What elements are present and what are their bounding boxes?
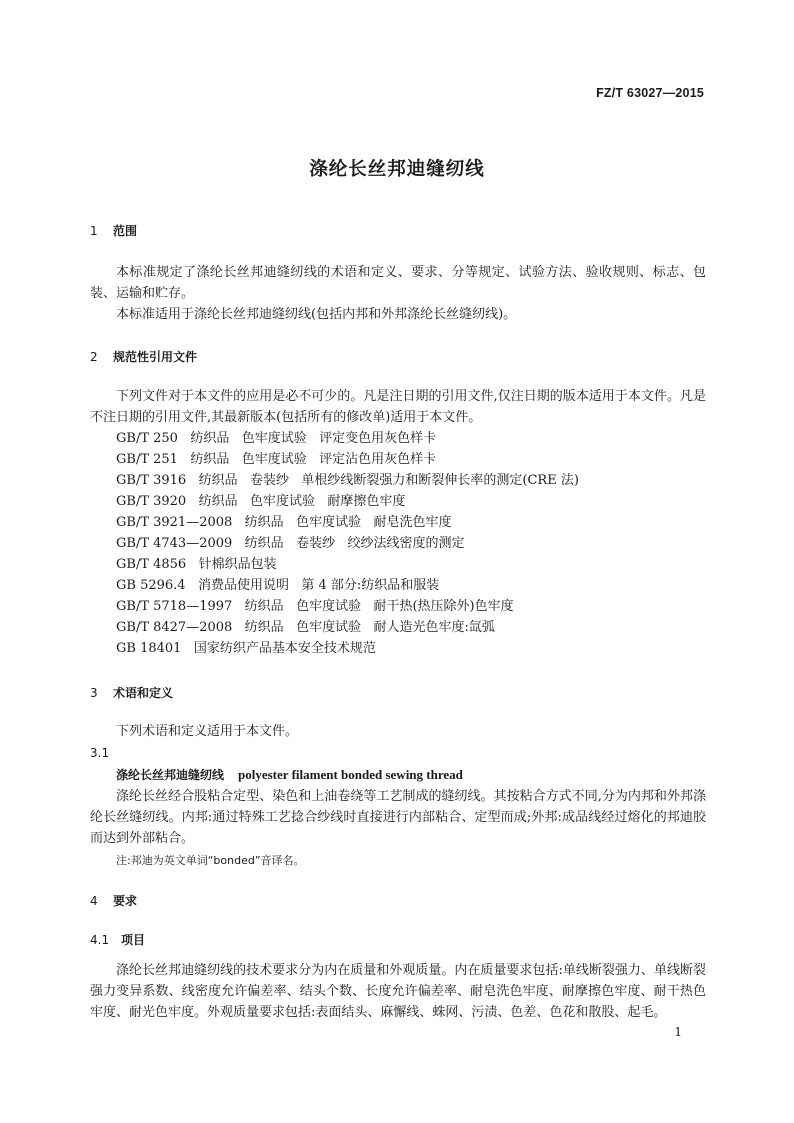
term-chinese: 涤纶长丝邦迪缝纫线: [116, 768, 225, 782]
section-number: 4: [90, 894, 98, 908]
section-4-1-heading: [90, 931, 145, 948]
section-3-heading: [90, 684, 173, 701]
subsection-number: 4.1: [90, 933, 110, 947]
section-1-paragraph-2: 本标准适用于涤纶长丝邦迪缝纫线(包括内邦和外邦涤纶长丝缝纫线)。: [116, 307, 517, 322]
section-1-paragraph-1: 本标准规定了涤纶长丝邦迪缝纫线的术语和定义、要求、分等规定、试验方法、验收规则、标志、包装、运输和贮存。: [90, 265, 706, 301]
section-number: 1: [90, 224, 98, 238]
reference-item: GB/T 250 纺织品 色牢度试验 评定变色用灰色样卡: [116, 431, 437, 446]
standard-code: FZ/T 63027—2015: [596, 86, 704, 100]
term-number: 3.1: [90, 746, 110, 760]
section-number: 2: [90, 350, 98, 364]
term-note: 注:邦迪为英文单词“bonded”音译名。: [116, 854, 305, 867]
reference-item: GB/T 3916 纺织品 卷装纱 单根纱线断裂强力和断裂伸长率的测定(CRE 法): [116, 473, 579, 488]
document-title: 涤纶长丝邦迪缝纫线: [309, 159, 485, 180]
page-number: 1: [674, 1025, 682, 1039]
section-4-heading: [90, 892, 137, 909]
section-1-heading: [90, 222, 137, 239]
section-4-1-paragraph: 涤纶长丝邦迪缝纫线的技术要求分为内在质量和外观质量。内在质量要求包括:单线断裂强力、单线断裂强力变异系数、线密度允许偏差率、结头个数、长度允许偏差率、耐皂洗色牢度、耐摩擦色牢度、耐干热色牢度、耐光色牢度。外观质量要求包括:表面结头、麻懈线、蛛网、污渍、色差、色花和散股、起毛。: [90, 963, 706, 1020]
reference-item: GB/T 3920 纺织品 色牢度试验 耐摩擦色牢度: [116, 494, 406, 509]
section-2-intro: 下列文件对于本文件的应用是必不可少的。凡是注日期的引用文件,仅注日期的版本适用于本文件。凡是不注日期的引用文件,其最新版本(包括所有的修改单)适用于本文件。: [90, 389, 706, 425]
reference-item: GB/T 251 纺织品 色牢度试验 评定沾色用灰色样卡: [116, 452, 437, 467]
reference-item: GB/T 4856 针棉织品包装: [116, 557, 277, 572]
section-3-intro: 下列术语和定义适用于本文件。: [116, 724, 299, 739]
reference-item: GB/T 5718—1997 纺织品 色牢度试验 耐干热(热压除外)色牢度: [116, 599, 514, 614]
section-2-heading: [90, 348, 197, 365]
term-heading: [116, 766, 463, 783]
section-title: 要求: [113, 894, 138, 908]
reference-item: GB 5296.4 消费品使用说明 第 4 部分:纺织品和服装: [116, 578, 440, 593]
term-english: polyester filament bonded sewing thread: [238, 767, 463, 782]
term-definition: 涤纶长丝经合股粘合定型、染色和上油卷绕等工艺制成的缝纫线。其按粘合方式不同,分为内邦和外邦涤纶长丝缝纫线。内邦:通过特殊工艺捻合纱线时直接进行内部粘合、定型而成;外邦:成品线经过熔化的邦迪胶而达到外部粘合。: [90, 789, 706, 846]
reference-item: GB/T 3921—2008 纺织品 色牢度试验 耐皂洗色牢度: [116, 515, 452, 530]
section-title: 规范性引用文件: [113, 350, 198, 364]
section-number: 3: [90, 686, 98, 700]
subsection-title: 项目: [121, 933, 146, 947]
section-title: 术语和定义: [113, 686, 174, 700]
section-title: 范围: [113, 224, 138, 238]
reference-item: GB 18401 国家纺织产品基本安全技术规范: [116, 641, 376, 656]
reference-item: GB/T 8427—2008 纺织品 色牢度试验 耐人造光色牢度:氙弧: [116, 620, 495, 635]
reference-item: GB/T 4743—2009 纺织品 卷装纱 绞纱法线密度的测定: [116, 536, 465, 551]
